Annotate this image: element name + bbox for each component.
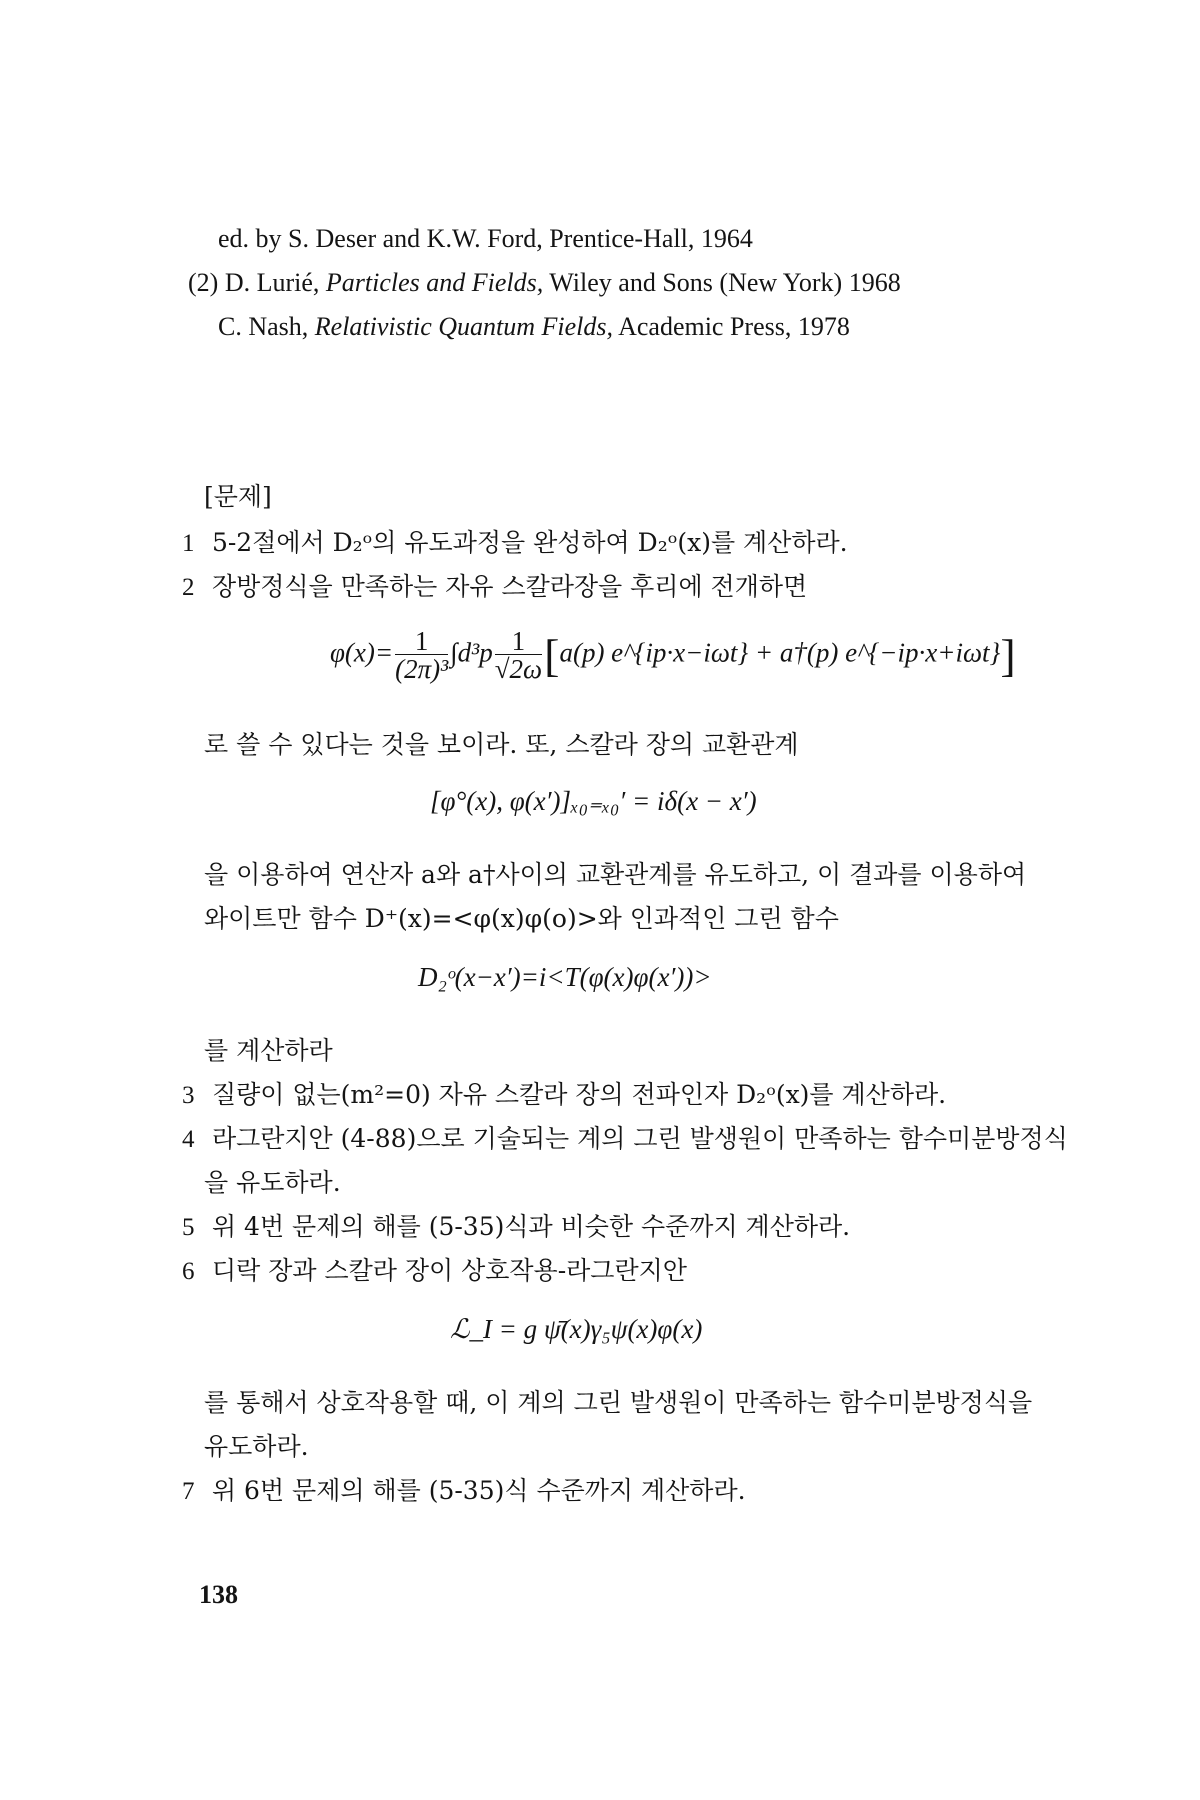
bracket-content: a(p) e^{ip·x−iωt} + a†(p) e^{−ip·x+iωt} xyxy=(559,637,1001,668)
fraction: $\frac{1}{\text{(2π)³}}$ xyxy=(395,626,449,684)
problem-2-text-a: 로 쓸 수 있다는 것을 보이라. 또, 스칼라 장의 교환관계 xyxy=(204,730,799,759)
problem-7: 7 위 6번 문제의 해를 (5-35)식 수준까지 계산하라. xyxy=(182,1476,746,1505)
reference-line-1: ed. by S. Deser and K.W. Ford, Prentice-Hall, 1964 xyxy=(218,224,753,253)
problem-2-text-c: 와이트만 함수 D⁺(x)=<φ(x)φ(o)>와 인과적인 그린 함수 xyxy=(204,904,839,933)
problem-2: 2 장방정식을 만족하는 자유 스칼라장을 후리에 전개하면 xyxy=(182,572,808,601)
reference-title: Relativistic Quantum Fields, xyxy=(314,312,614,341)
equation-green-function: D₂ᵒ(x−x′)=i<T(φ(x)φ(x′))> xyxy=(418,962,712,992)
problem-5: 5 위 4번 문제의 해를 (5-35)식과 비슷한 수준까지 계산하라. xyxy=(182,1212,851,1241)
fraction: $\frac{1}{√2\omega}$ xyxy=(494,626,543,684)
equation-interaction-lagrangian: ℒ_I = g ψ̄(x)γ₅ψ(x)φ(x) xyxy=(450,1314,703,1344)
equation-fourier-expansion: φ(x)= $\frac{1}{\text{(2π)³}}$ ∫d³p $\frac{1}{√2\omega}$ [a(p) e^{ip·x−iωt} + a†(p) e^{−ip·x+iωt}] xyxy=(330,626,1016,684)
problem-6-text-a: 를 통해서 상호작용할 때, 이 계의 그린 발생원이 만족하는 함수미분방정식을 xyxy=(204,1388,1033,1417)
problem-4-line-2: 을 유도하라. xyxy=(204,1168,341,1197)
reference-line-2: (2) D. Lurié, Particles and Fields, Wiley and Sons (New York) 1968 xyxy=(188,268,901,297)
reference-number: (2) xyxy=(188,268,219,297)
equation-commutator: [φ°(x), φ(x′)]ₓ₀₌ₓ₀′ = iδ(x − x′) xyxy=(430,786,757,816)
problem-2-text-b: 을 이용하여 연산자 a와 a†사이의 교환관계를 유도하고, 이 결과를 이용하여 xyxy=(204,860,1027,889)
reference-line-3: C. Nash, Relativistic Quantum Fields, Academic Press, 1978 xyxy=(218,312,850,341)
page-number: 138 xyxy=(199,1580,238,1609)
problem-2-text-d: 를 계산하라 xyxy=(204,1036,333,1065)
problems-heading: [문제] xyxy=(204,482,272,511)
problem-4: 4 라그란지안 (4-88)으로 기술되는 계의 그린 발생원이 만족하는 함수미분방정식 xyxy=(182,1124,1068,1153)
problem-6-text-b: 유도하라. xyxy=(204,1432,309,1461)
problem-6: 6 디락 장과 스칼라 장이 상호작용-라그란지안 xyxy=(182,1256,687,1285)
problem-3: 3 질량이 없는(m²=0) 자유 스칼라 장의 전파인자 D₂ᵒ(x)를 계산하라. xyxy=(182,1080,947,1109)
reference-title: Particles and Fields, xyxy=(325,268,544,297)
problem-1: 1 5-2절에서 D₂ᵒ의 유도과정을 완성하여 D₂ᵒ(x)를 계산하라. xyxy=(182,528,848,557)
